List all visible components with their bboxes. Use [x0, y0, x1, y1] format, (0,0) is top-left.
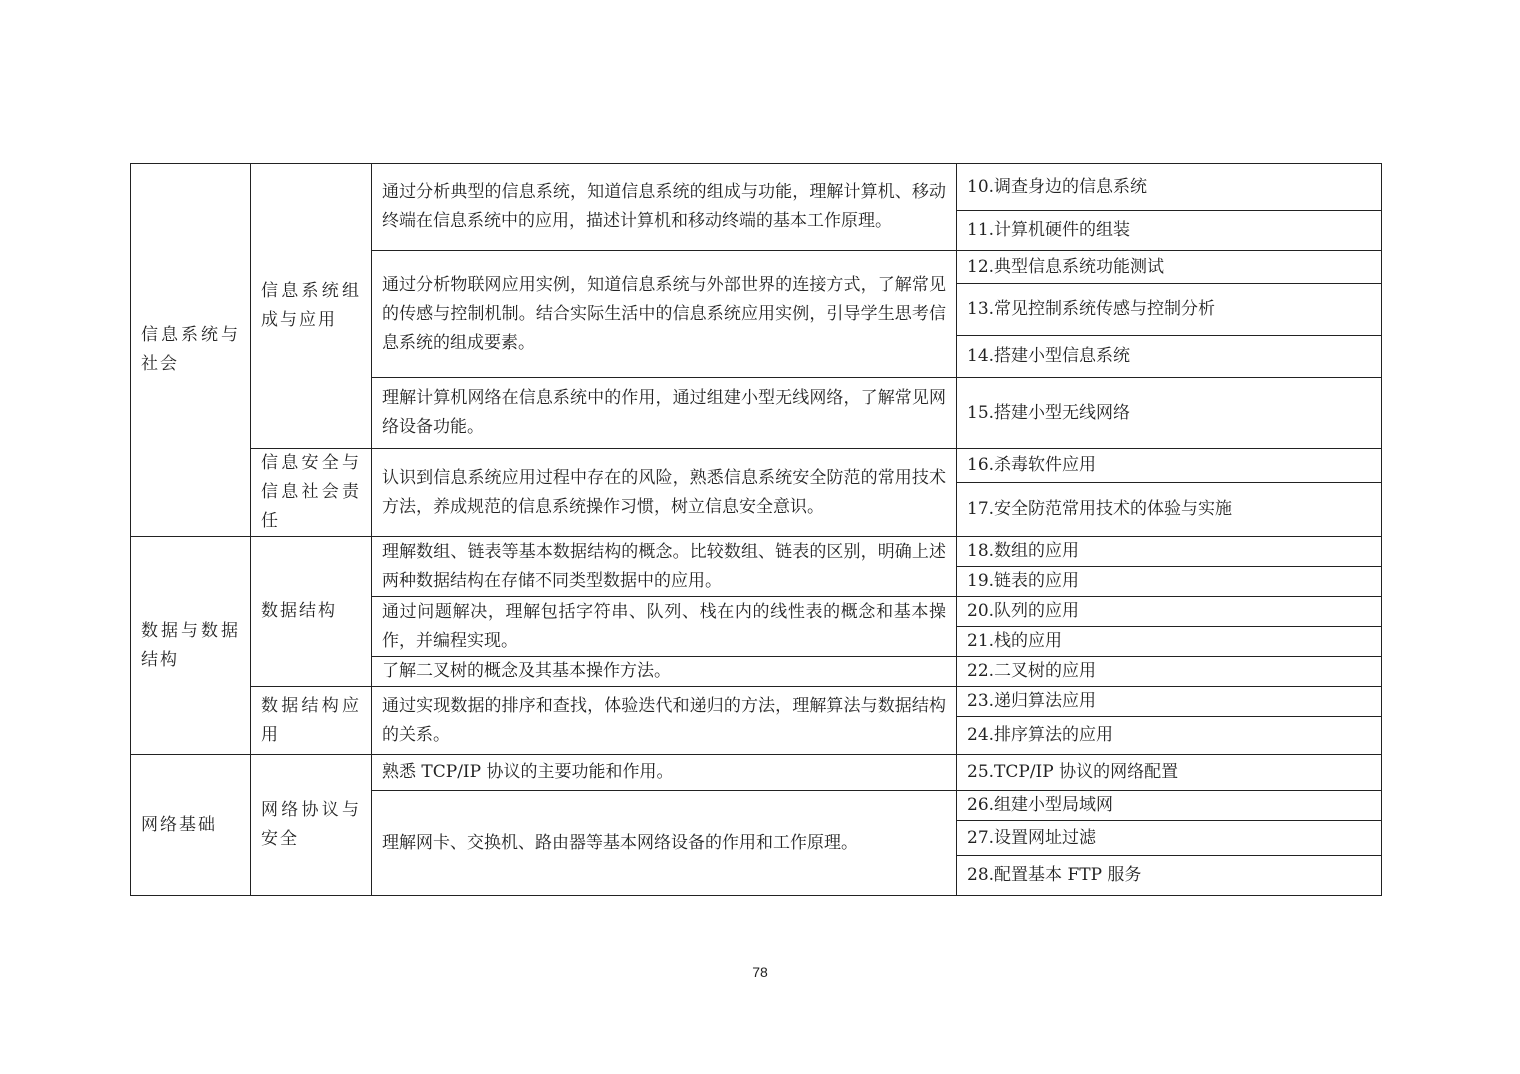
- requirement-cell: 理解计算机网络在信息系统中的作用，通过组建小型无线网络，了解常见网络设备功能。: [372, 378, 957, 449]
- group-cell-network: 网络基础: [131, 755, 251, 896]
- activity-cell: 17.安全防范常用技术的体验与实施: [957, 483, 1382, 537]
- table-row: [131, 449, 1382, 483]
- activity-cell: 22.二叉树的应用: [957, 657, 1382, 687]
- activity-cell: 24.排序算法的应用: [957, 717, 1382, 755]
- activity-cell: 10.调查身边的信息系统: [957, 164, 1382, 211]
- activity-cell: 19.链表的应用: [957, 567, 1382, 597]
- table-row: [131, 164, 1382, 211]
- requirement-cell: 认识到信息系统应用过程中存在的风险，熟悉信息系统安全防范的常用技术方法，养成规范的信息系统操作习惯，树立信息安全意识。: [372, 449, 957, 537]
- requirement-cell: 通过分析典型的信息系统，知道信息系统的组成与功能，理解计算机、移动终端在信息系统中的应用，描述计算机和移动终端的基本工作原理。: [372, 164, 957, 251]
- activity-cell: 16.杀毒软件应用: [957, 449, 1382, 483]
- activity-cell: 11.计算机硬件的组装: [957, 211, 1382, 251]
- activity-cell: 13.常见控制系统传感与控制分析: [957, 284, 1382, 336]
- activity-cell: 26.组建小型局域网: [957, 791, 1382, 821]
- module-cell-network-protocol: 网络协议与安全: [251, 755, 372, 896]
- table-row: [131, 755, 1382, 791]
- activity-cell: 28.配置基本 FTP 服务: [957, 856, 1382, 896]
- activity-cell: 20.队列的应用: [957, 597, 1382, 627]
- group-cell-data-structure: 数据与数据结构: [131, 537, 251, 755]
- activity-cell: 25.TCP/IP 协议的网络配置: [957, 755, 1382, 791]
- activity-cell: 15.搭建小型无线网络: [957, 378, 1382, 449]
- requirement-cell: 熟悉 TCP/IP 协议的主要功能和作用。: [372, 755, 957, 791]
- requirement-cell: 通过问题解决，理解包括字符串、队列、栈在内的线性表的概念和基本操作，并编程实现。: [372, 597, 957, 657]
- requirement-cell: 通过实现数据的排序和查找，体验迭代和递归的方法，理解算法与数据结构的关系。: [372, 687, 957, 755]
- page-number: 78: [752, 964, 768, 980]
- module-cell-data-structure-application: 数据结构应用: [251, 687, 372, 755]
- curriculum-table: [130, 163, 1382, 896]
- group-cell-info-system: 信息系统与社会: [131, 164, 251, 537]
- requirement-cell: 通过分析物联网应用实例，知道信息系统与外部世界的连接方式，了解常见的传感与控制机制。结合实际生活中的信息系统应用实例，引导学生思考信息系统的组成要素。: [372, 251, 957, 378]
- activity-cell: 18.数组的应用: [957, 537, 1382, 567]
- activity-cell: 27.设置网址过滤: [957, 821, 1382, 856]
- requirement-cell: 了解二叉树的概念及其基本操作方法。: [372, 657, 957, 687]
- module-cell-data-structure: 数据结构: [251, 537, 372, 687]
- requirement-cell: 理解网卡、交换机、路由器等基本网络设备的作用和工作原理。: [372, 791, 957, 896]
- activity-cell: 12.典型信息系统功能测试: [957, 251, 1382, 284]
- module-cell-info-system-composition: 信息系统组成与应用: [251, 164, 372, 449]
- activity-cell: 21.栈的应用: [957, 627, 1382, 657]
- table-row: [131, 687, 1382, 717]
- table-row: [131, 537, 1382, 567]
- activity-cell: 23.递归算法应用: [957, 687, 1382, 717]
- requirement-cell: 理解数组、链表等基本数据结构的概念。比较数组、链表的区别，明确上述两种数据结构在存储不同类型数据中的应用。: [372, 537, 957, 597]
- activity-cell: 14.搭建小型信息系统: [957, 336, 1382, 378]
- module-cell-info-security: 信息安全与信息社会责任: [251, 449, 372, 537]
